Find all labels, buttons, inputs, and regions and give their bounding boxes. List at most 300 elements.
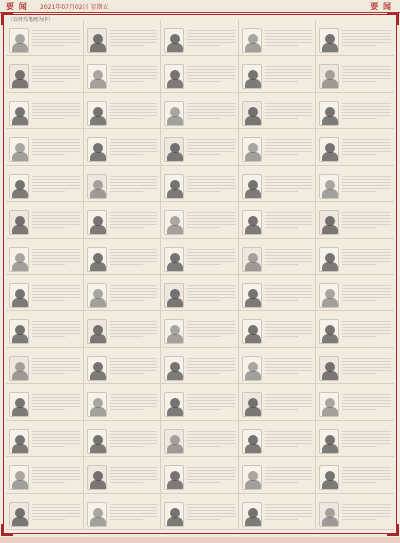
bio-text-line	[32, 75, 80, 76]
bio-text-line	[110, 45, 143, 46]
bio-text-line	[187, 291, 235, 292]
portrait-photo	[87, 64, 107, 89]
profile-card	[316, 166, 394, 202]
portrait-photo	[9, 28, 29, 53]
bio-text-block	[187, 465, 235, 489]
bio-text-line	[342, 215, 391, 216]
profile-card	[161, 93, 239, 129]
bio-text-line	[110, 224, 158, 225]
bio-text-line	[110, 510, 158, 511]
bio-text-block	[32, 392, 80, 416]
profile-card	[84, 457, 162, 493]
profile-card	[161, 275, 239, 311]
bio-text-line	[110, 182, 158, 183]
bio-text-line	[265, 513, 313, 514]
bio-text-line	[342, 115, 391, 116]
bio-text-line	[265, 75, 313, 76]
bio-text-block	[110, 502, 158, 526]
bio-text-line	[265, 81, 298, 82]
bio-text-line	[265, 367, 313, 368]
bio-text-block	[110, 392, 158, 416]
bio-text-line	[32, 33, 80, 34]
bio-text-line	[342, 516, 391, 517]
bio-text-line	[342, 109, 391, 110]
profile-card	[161, 311, 239, 347]
bio-text-line	[187, 285, 235, 286]
profile-card	[239, 239, 317, 275]
portrait-photo	[319, 429, 339, 454]
bio-text-line	[265, 291, 313, 292]
portrait-photo	[9, 64, 29, 89]
profile-card	[161, 20, 239, 56]
bio-text-line	[265, 476, 313, 477]
bio-text-line	[342, 504, 391, 505]
bio-text-line	[110, 294, 158, 295]
bio-text-block	[110, 247, 158, 271]
bio-text-line	[187, 364, 235, 365]
profile-card	[239, 20, 317, 56]
bio-text-line	[265, 69, 313, 70]
bio-text-line	[342, 66, 391, 67]
profile-card	[239, 202, 317, 238]
portrait-photo	[164, 319, 184, 344]
portrait-body	[90, 189, 106, 199]
bio-text-line	[32, 321, 80, 322]
bio-text-block	[110, 356, 158, 380]
bio-text-line	[187, 185, 235, 186]
portrait-photo	[9, 247, 29, 272]
portrait-body	[167, 298, 183, 308]
bio-text-block	[342, 502, 391, 526]
section-label-right: 要 闻	[370, 2, 392, 11]
bio-text-line	[265, 221, 313, 222]
bio-text-line	[32, 297, 80, 298]
bio-text-line	[342, 358, 391, 359]
profile-card	[239, 56, 317, 92]
bio-text-line	[265, 30, 313, 31]
bio-text-line	[32, 519, 65, 520]
portrait-photo	[9, 210, 29, 235]
bio-text-line	[32, 148, 80, 149]
bio-text-line	[265, 364, 313, 365]
bio-text-line	[32, 81, 65, 82]
bio-text-line	[265, 106, 313, 107]
profile-card	[161, 129, 239, 165]
profile-card	[316, 56, 394, 92]
bio-text-line	[265, 252, 313, 253]
bio-text-line	[265, 36, 313, 37]
profile-card	[239, 494, 317, 530]
bio-text-line	[342, 476, 391, 477]
bio-text-line	[265, 261, 313, 262]
bio-text-line	[110, 39, 158, 40]
bio-text-line	[342, 397, 391, 398]
bio-text-line	[342, 188, 391, 189]
bio-text-line	[110, 78, 158, 79]
portrait-body	[90, 480, 106, 490]
bio-text-line	[265, 45, 298, 46]
bio-text-line	[265, 467, 313, 468]
bio-text-line	[32, 72, 80, 73]
bio-text-line	[110, 443, 158, 444]
portrait-body	[167, 480, 183, 490]
portrait-photo	[242, 356, 262, 381]
bio-text-line	[342, 33, 391, 34]
bio-text-block	[187, 429, 235, 453]
bio-text-line	[32, 69, 80, 70]
bio-text-line	[187, 75, 235, 76]
profile-card	[161, 457, 239, 493]
bio-text-line	[32, 364, 80, 365]
portrait-photo	[87, 137, 107, 162]
portrait-photo	[87, 465, 107, 490]
bio-text-line	[342, 482, 376, 483]
bio-text-line	[110, 112, 158, 113]
bio-text-line	[342, 78, 391, 79]
bio-text-line	[32, 406, 80, 407]
bio-text-line	[32, 115, 80, 116]
portrait-photo	[319, 210, 339, 235]
bio-text-line	[265, 215, 313, 216]
bio-text-line	[32, 66, 80, 67]
bio-text-line	[265, 409, 298, 410]
bio-text-line	[110, 72, 158, 73]
bio-text-line	[32, 215, 80, 216]
bio-text-line	[32, 261, 80, 262]
portrait-photo	[9, 356, 29, 381]
bio-text-line	[265, 66, 313, 67]
bio-text-block	[110, 210, 158, 234]
profile-card	[316, 494, 394, 530]
profile-card	[84, 20, 162, 56]
portrait-body	[12, 480, 28, 490]
bio-text-line	[32, 258, 80, 259]
portrait-body	[167, 517, 183, 527]
bio-text-line	[342, 513, 391, 514]
bio-text-line	[265, 470, 313, 471]
profile-grid	[6, 20, 394, 530]
bio-text-line	[32, 139, 80, 140]
bio-text-line	[342, 519, 376, 520]
bio-text-line	[187, 431, 235, 432]
bio-text-line	[32, 224, 80, 225]
bio-text-line	[110, 324, 158, 325]
profile-card	[84, 311, 162, 347]
bio-text-block	[342, 101, 391, 125]
portrait-photo	[9, 319, 29, 344]
bio-text-line	[32, 291, 80, 292]
bio-text-line	[187, 264, 220, 265]
bio-text-line	[110, 218, 158, 219]
bio-text-line	[32, 431, 80, 432]
bio-text-line	[32, 191, 65, 192]
bio-text-line	[265, 370, 313, 371]
bio-text-line	[187, 367, 235, 368]
bio-text-line	[32, 142, 80, 143]
portrait-body	[167, 189, 183, 199]
bio-text-line	[342, 467, 391, 468]
section-label-left: 要 闻	[6, 2, 28, 11]
bio-text-line	[32, 516, 80, 517]
bio-text-line	[265, 148, 313, 149]
bio-text-line	[187, 507, 235, 508]
profile-card	[6, 275, 84, 311]
portrait-body	[322, 444, 338, 454]
bio-text-line	[110, 333, 158, 334]
profile-card	[6, 494, 84, 530]
bio-text-line	[110, 327, 158, 328]
portrait-body	[90, 444, 106, 454]
bio-text-line	[32, 403, 80, 404]
bio-text-line	[110, 139, 158, 140]
bio-text-block	[342, 465, 391, 489]
bio-text-line	[110, 358, 158, 359]
portrait-body	[12, 189, 28, 199]
bio-text-block	[187, 247, 235, 271]
bio-text-line	[110, 513, 158, 514]
bio-text-block	[265, 429, 313, 453]
bio-text-line	[32, 288, 80, 289]
bio-text-line	[110, 370, 158, 371]
bio-text-line	[342, 36, 391, 37]
portrait-body	[167, 444, 183, 454]
bio-text-line	[32, 409, 65, 410]
bio-text-line	[32, 324, 80, 325]
bio-text-line	[32, 333, 80, 334]
bio-text-line	[342, 324, 391, 325]
portrait-photo	[319, 174, 339, 199]
bio-text-line	[342, 291, 391, 292]
bio-text-block	[187, 210, 235, 234]
bio-text-line	[110, 397, 158, 398]
portrait-photo	[242, 64, 262, 89]
bio-text-line	[342, 45, 376, 46]
bio-text-block	[32, 64, 80, 88]
portrait-photo	[164, 64, 184, 89]
portrait-photo	[242, 319, 262, 344]
bio-text-line	[32, 437, 80, 438]
bio-text-line	[32, 106, 80, 107]
bio-text-line	[265, 330, 313, 331]
bio-text-block	[32, 247, 80, 271]
bio-text-line	[265, 78, 313, 79]
portrait-photo	[9, 101, 29, 126]
bio-text-line	[32, 109, 80, 110]
bio-text-line	[342, 434, 391, 435]
bio-text-line	[110, 151, 158, 152]
bio-text-line	[265, 176, 313, 177]
portrait-photo	[9, 502, 29, 527]
bio-text-line	[187, 179, 235, 180]
portrait-photo	[9, 429, 29, 454]
bio-text-block	[265, 392, 313, 416]
bio-text-line	[265, 300, 298, 301]
bio-text-line	[342, 370, 391, 371]
portrait-photo	[319, 64, 339, 89]
profile-card	[316, 20, 394, 56]
bio-text-block	[187, 502, 235, 526]
bio-text-line	[342, 294, 391, 295]
bio-text-line	[342, 431, 391, 432]
bio-text-line	[110, 394, 158, 395]
bio-text-line	[265, 403, 313, 404]
bio-text-line	[32, 394, 80, 395]
bio-text-line	[32, 185, 80, 186]
bio-text-line	[265, 446, 298, 447]
bio-text-line	[110, 285, 158, 286]
bio-text-line	[342, 409, 376, 410]
bio-text-line	[187, 333, 235, 334]
bio-text-line	[342, 285, 391, 286]
bio-text-block	[265, 28, 313, 52]
portrait-photo	[87, 210, 107, 235]
portrait-body	[90, 371, 106, 381]
bio-text-line	[110, 176, 158, 177]
bio-text-block	[342, 283, 391, 307]
bio-text-block	[32, 174, 80, 198]
bio-text-line	[187, 148, 235, 149]
bio-text-line	[32, 255, 80, 256]
bio-text-line	[187, 358, 235, 359]
bio-text-line	[32, 42, 80, 43]
bio-text-line	[187, 224, 235, 225]
bio-text-line	[32, 188, 80, 189]
bio-text-line	[342, 297, 391, 298]
bio-text-line	[110, 431, 158, 432]
profile-card	[316, 311, 394, 347]
bio-text-line	[32, 434, 80, 435]
portrait-photo	[9, 283, 29, 308]
bio-text-block	[110, 319, 158, 343]
bio-text-line	[342, 403, 391, 404]
bio-text-line	[265, 397, 313, 398]
bio-text-line	[265, 437, 313, 438]
portrait-photo	[164, 502, 184, 527]
portrait-photo	[164, 210, 184, 235]
portrait-photo	[164, 28, 184, 53]
bio-text-block	[110, 283, 158, 307]
portrait-body	[245, 79, 261, 89]
bio-text-line	[110, 476, 158, 477]
bio-text-line	[342, 373, 376, 374]
bio-text-line	[187, 510, 235, 511]
bio-text-block	[187, 137, 235, 161]
portrait-body	[167, 407, 183, 417]
bio-text-line	[187, 403, 235, 404]
bio-text-line	[265, 504, 313, 505]
bio-text-line	[187, 221, 235, 222]
bio-text-line	[110, 103, 158, 104]
bio-text-line	[32, 397, 80, 398]
bio-text-block	[110, 465, 158, 489]
bio-text-line	[187, 191, 220, 192]
profile-card	[316, 275, 394, 311]
bio-text-line	[265, 179, 313, 180]
bio-text-line	[342, 106, 391, 107]
bio-text-line	[110, 264, 143, 265]
bio-text-line	[110, 258, 158, 259]
portrait-photo	[242, 465, 262, 490]
bio-text-line	[32, 479, 80, 480]
bio-text-line	[32, 145, 80, 146]
bio-text-line	[265, 519, 298, 520]
portrait-body	[167, 371, 183, 381]
bio-text-block	[342, 28, 391, 52]
profile-card	[6, 457, 84, 493]
bio-text-line	[110, 33, 158, 34]
bio-text-line	[342, 191, 376, 192]
bio-text-line	[32, 112, 80, 113]
bio-text-line	[265, 212, 313, 213]
portrait-body	[12, 43, 28, 53]
bio-text-line	[342, 179, 391, 180]
bio-text-line	[110, 479, 158, 480]
bio-text-line	[110, 261, 158, 262]
bio-text-line	[342, 185, 391, 186]
portrait-photo	[319, 28, 339, 53]
bio-text-line	[110, 109, 158, 110]
bio-text-line	[342, 261, 391, 262]
bio-text-line	[342, 221, 391, 222]
bio-text-line	[110, 467, 158, 468]
profile-card	[316, 239, 394, 275]
bio-text-line	[110, 115, 158, 116]
bio-text-block	[32, 283, 80, 307]
bio-text-line	[110, 437, 158, 438]
bio-text-line	[187, 397, 235, 398]
bio-text-line	[265, 249, 313, 250]
portrait-photo	[9, 392, 29, 417]
bio-text-line	[110, 188, 158, 189]
bio-text-line	[265, 103, 313, 104]
bio-text-line	[110, 361, 158, 362]
profile-card	[84, 494, 162, 530]
portrait-body	[12, 262, 28, 272]
bio-text-line	[265, 294, 313, 295]
bio-text-line	[110, 373, 143, 374]
bio-text-line	[187, 321, 235, 322]
bio-text-line	[110, 249, 158, 250]
bio-text-line	[265, 297, 313, 298]
portrait-body	[322, 371, 338, 381]
bio-text-block	[32, 356, 80, 380]
bio-text-line	[265, 118, 298, 119]
bio-text-line	[187, 440, 235, 441]
bio-text-line	[342, 321, 391, 322]
bio-text-line	[342, 69, 391, 70]
portrait-body	[167, 225, 183, 235]
bio-text-line	[342, 327, 391, 328]
bio-text-line	[342, 510, 391, 511]
bio-text-line	[265, 507, 313, 508]
bio-text-block	[265, 502, 313, 526]
portrait-photo	[9, 465, 29, 490]
portrait-body	[90, 407, 106, 417]
bio-text-line	[265, 327, 313, 328]
bio-text-line	[265, 440, 313, 441]
bio-text-line	[32, 264, 65, 265]
portrait-body	[167, 334, 183, 344]
bio-text-block	[110, 174, 158, 198]
portrait-body	[245, 43, 261, 53]
bio-text-block	[110, 101, 158, 125]
bio-text-line	[342, 300, 376, 301]
portrait-body	[322, 79, 338, 89]
bio-text-line	[32, 176, 80, 177]
portrait-body	[322, 480, 338, 490]
portrait-body	[90, 298, 106, 308]
bio-text-line	[187, 145, 235, 146]
